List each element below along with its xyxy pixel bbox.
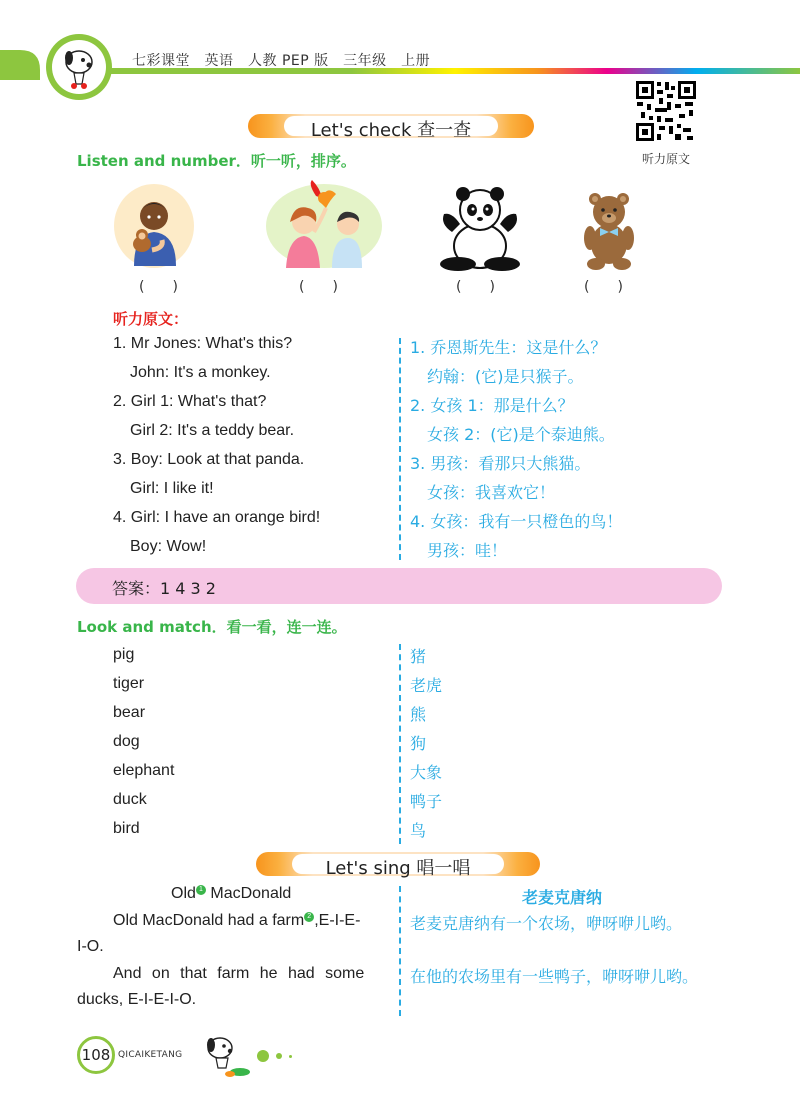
- lyric-en-line: ducks, E-I-E-I-O.: [77, 991, 197, 1008]
- match-word-en[interactable]: duck: [113, 791, 147, 808]
- lyric-en-line: [113, 912, 360, 930]
- qr-caption: 听力原文: [641, 152, 690, 166]
- match-word-cn[interactable]: 熊: [410, 705, 427, 724]
- match-word-en[interactable]: dog: [113, 733, 140, 750]
- transcript-en-line: 3. Boy: Look at that panda.: [113, 451, 305, 468]
- children-bird-picture: [264, 178, 384, 270]
- answer-blank-4[interactable]: ( ): [584, 279, 623, 295]
- dog-mascot-icon: [200, 1034, 254, 1078]
- decor-dot: [289, 1055, 292, 1058]
- lyric-text: ,E-I-E-: [314, 912, 361, 929]
- match-divider: [399, 644, 401, 844]
- page-number-badge: [77, 1036, 115, 1074]
- match-word-cn[interactable]: 狗: [410, 734, 427, 753]
- footer-brand: QICAIKETANG: [118, 1050, 183, 1060]
- match-word-en[interactable]: pig: [113, 646, 135, 663]
- dog-mascot-icon: [52, 40, 106, 94]
- match-heading: Look and match．看一看，连一连。: [77, 618, 347, 636]
- transcript-divider: [399, 338, 401, 560]
- lets-check-banner: [248, 114, 534, 141]
- transcript-cn-line: 3. 男孩：看那只大熊猫。: [410, 454, 591, 473]
- match-word-en[interactable]: bear: [113, 704, 146, 721]
- match-word-cn[interactable]: 大象: [410, 763, 443, 782]
- lyric-cn-line: 在他的农场里有一些鸭子，咿呀咿儿哟。: [410, 967, 699, 986]
- transcript-en-line: 1. Mr Jones: What's this?: [113, 335, 293, 352]
- transcript-cn-line: 男孩：哇！: [427, 541, 508, 560]
- answer-bar: [76, 568, 722, 604]
- transcript-cn-line: 1. 乔恩斯先生：这是什么？: [410, 338, 607, 357]
- song-divider: [399, 886, 401, 1016]
- transcript-cn-line: 4. 女孩：我有一只橙色的鸟！: [410, 512, 623, 531]
- match-word-cn[interactable]: 鸟: [410, 821, 427, 840]
- panda-picture: [436, 184, 524, 272]
- match-word-cn[interactable]: 老虎: [410, 676, 443, 695]
- lyric-en-line: I-O.: [77, 938, 104, 955]
- decor-dot: [257, 1050, 269, 1062]
- footnote-2-icon: 2: [304, 912, 314, 922]
- lets-sing-title: Let's sing 唱一唱: [325, 858, 471, 879]
- match-word-en[interactable]: bird: [113, 820, 140, 837]
- lyric-text: Old MacDonald had a farm: [113, 912, 305, 929]
- qr-code-icon[interactable]: [635, 80, 697, 142]
- transcript-cn-line: 2. 女孩 1：那是什么？: [410, 396, 574, 415]
- transcript-en-line: John: It's a monkey.: [130, 364, 271, 381]
- header-title: 七彩课堂 英语 人教 PEP 版 三年级 上册: [132, 53, 431, 69]
- teddy-bear-picture: [576, 188, 642, 272]
- listen-heading: Listen and number．听一听，排序。: [77, 152, 356, 170]
- song-title-en: [171, 885, 291, 903]
- answer-blank-3[interactable]: ( ): [456, 279, 495, 295]
- song-title-word: MacDonald: [210, 885, 292, 902]
- transcript-label: 听力原文：: [113, 310, 189, 328]
- footnote-1-icon: 1: [196, 885, 206, 895]
- transcript-cn-line: 女孩：我喜欢它！: [427, 483, 556, 502]
- lyric-cn-line: 老麦克唐纳有一个农场，咿呀咿儿哟。: [410, 914, 683, 933]
- page-number: 108: [81, 1046, 111, 1064]
- transcript-cn-line: 约翰：(它)是只猴子。: [427, 367, 584, 386]
- transcript-en-line: Girl: I like it!: [130, 480, 214, 497]
- transcript-en-line: Boy: Wow!: [130, 538, 207, 555]
- decor-dot: [276, 1053, 282, 1059]
- match-word-en[interactable]: tiger: [113, 675, 145, 692]
- match-word-en[interactable]: elephant: [113, 762, 175, 779]
- match-word-cn[interactable]: 鸭子: [410, 792, 443, 811]
- transcript-en-line: Girl 2: It's a teddy bear.: [130, 422, 295, 439]
- answer-blank-2[interactable]: ( ): [299, 279, 338, 295]
- lets-sing-banner: [256, 852, 540, 879]
- transcript-en-line: 4. Girl: I have an orange bird!: [113, 509, 321, 526]
- answer-text: 答案：1 4 3 2: [112, 579, 216, 598]
- lyric-en-line: And on that farm he had some: [113, 965, 365, 982]
- song-title-cn: 老麦克唐纳: [522, 888, 603, 907]
- boy-monkey-picture: [112, 178, 196, 270]
- lets-check-title: Let's check 查一查: [310, 120, 472, 141]
- transcript-cn-line: 女孩 2：(它)是个泰迪熊。: [427, 425, 615, 444]
- match-word-cn[interactable]: 猪: [410, 647, 427, 666]
- header-logo: [52, 40, 106, 94]
- song-title-word: Old: [171, 885, 196, 902]
- answer-blank-1[interactable]: ( ): [139, 279, 178, 295]
- transcript-en-line: 2. Girl 1: What's that?: [113, 393, 267, 410]
